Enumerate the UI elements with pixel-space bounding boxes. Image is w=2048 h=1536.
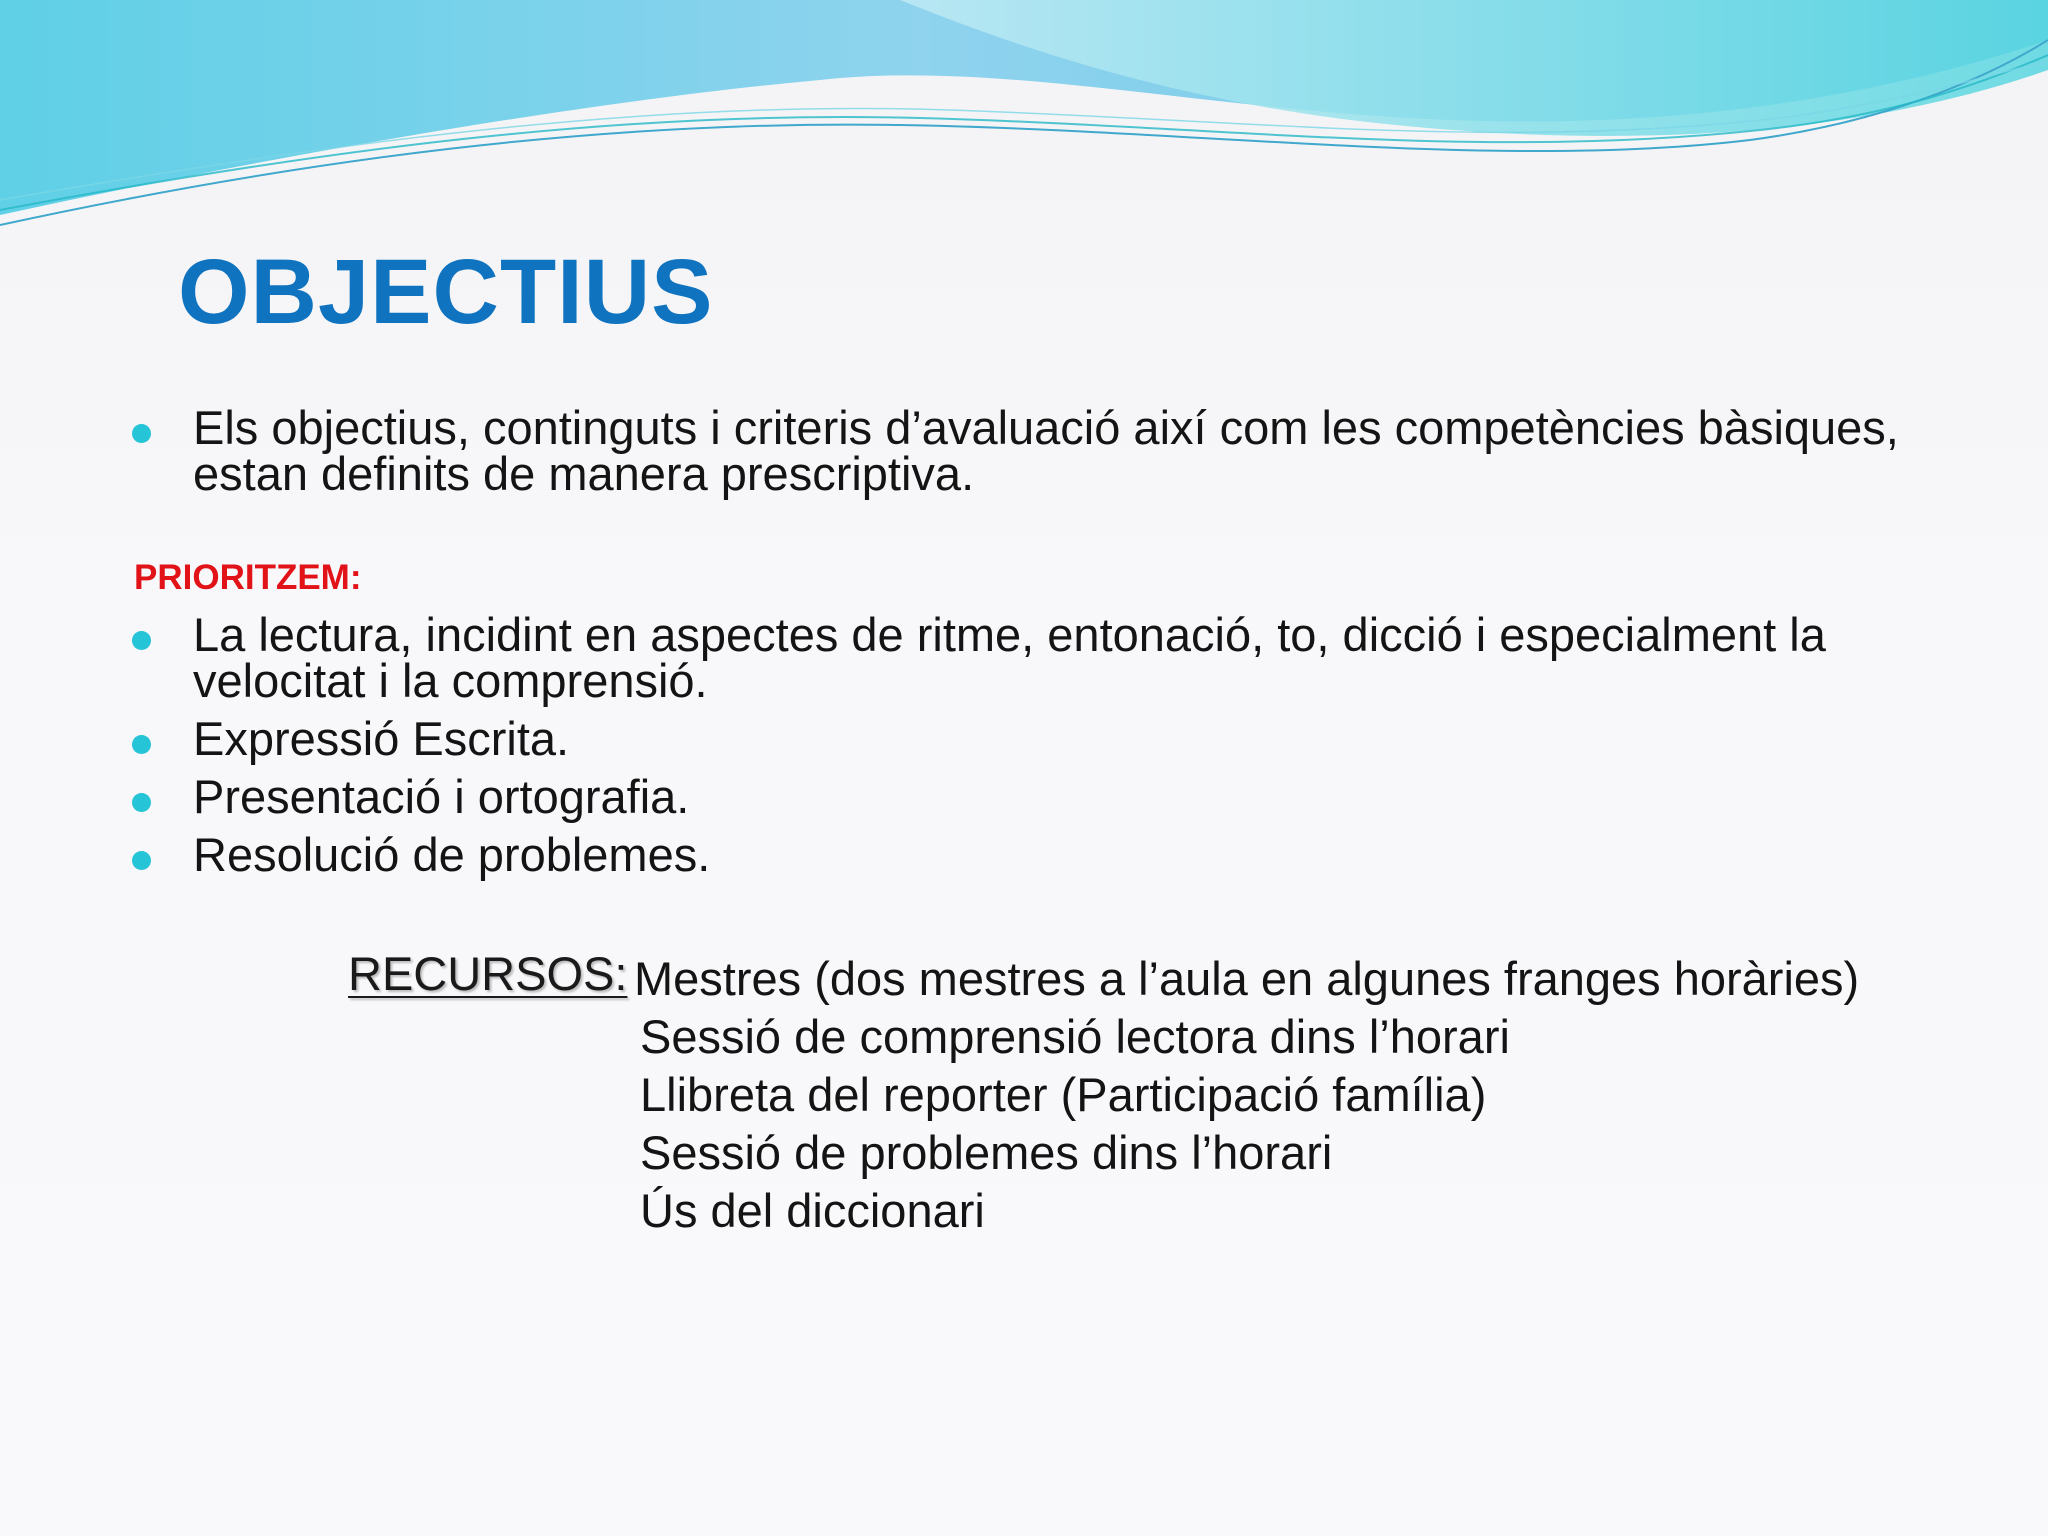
priority-bullet-text: Expressió Escrita. (193, 712, 570, 765)
priority-bullet (132, 770, 1983, 823)
resources-list (634, 950, 1860, 1240)
bullet-dot-icon (132, 735, 151, 754)
intro-bullet-text: Els objectius, continguts i criteris d’avaluació així com les competències bàsiques, estan definits de manera prescriptiva. (193, 401, 1899, 500)
resource-item: Llibreta del reporter (Participació família) (640, 1068, 1487, 1121)
bullet-dot-icon (132, 424, 151, 443)
priority-bullet-text: Presentació i ortografia. (193, 770, 690, 823)
priority-bullet (132, 608, 1983, 707)
priority-bullet-text: La lectura, incidint en aspectes de ritme, entonació, to, dicció i especialment la velocitat i la comprensió. (193, 608, 1826, 707)
priority-label: PRIORITZEM: (134, 558, 362, 597)
priority-bullet-text: Resolució de problemes. (193, 828, 711, 881)
priority-bullet (132, 712, 1983, 765)
bullet-dot-icon (132, 851, 151, 870)
intro-bullet (132, 401, 1983, 500)
resource-item: Ús del diccionari (640, 1184, 985, 1237)
bullet-dot-icon (132, 793, 151, 812)
resource-item: Sessió de comprensió lectora dins l’horari (640, 1010, 1510, 1063)
resource-item: Mestres (dos mestres a l’aula en algunes franges horàries) (634, 952, 1860, 1005)
slide-title: OBJECTIUS (178, 241, 714, 343)
bullet-dot-icon (132, 631, 151, 650)
header-wave-decoration (0, 0, 2048, 240)
priority-bullet (132, 828, 1983, 881)
resource-item: Sessió de problemes dins l’horari (640, 1126, 1333, 1179)
resources-label: RECURSOS: (348, 947, 628, 1000)
